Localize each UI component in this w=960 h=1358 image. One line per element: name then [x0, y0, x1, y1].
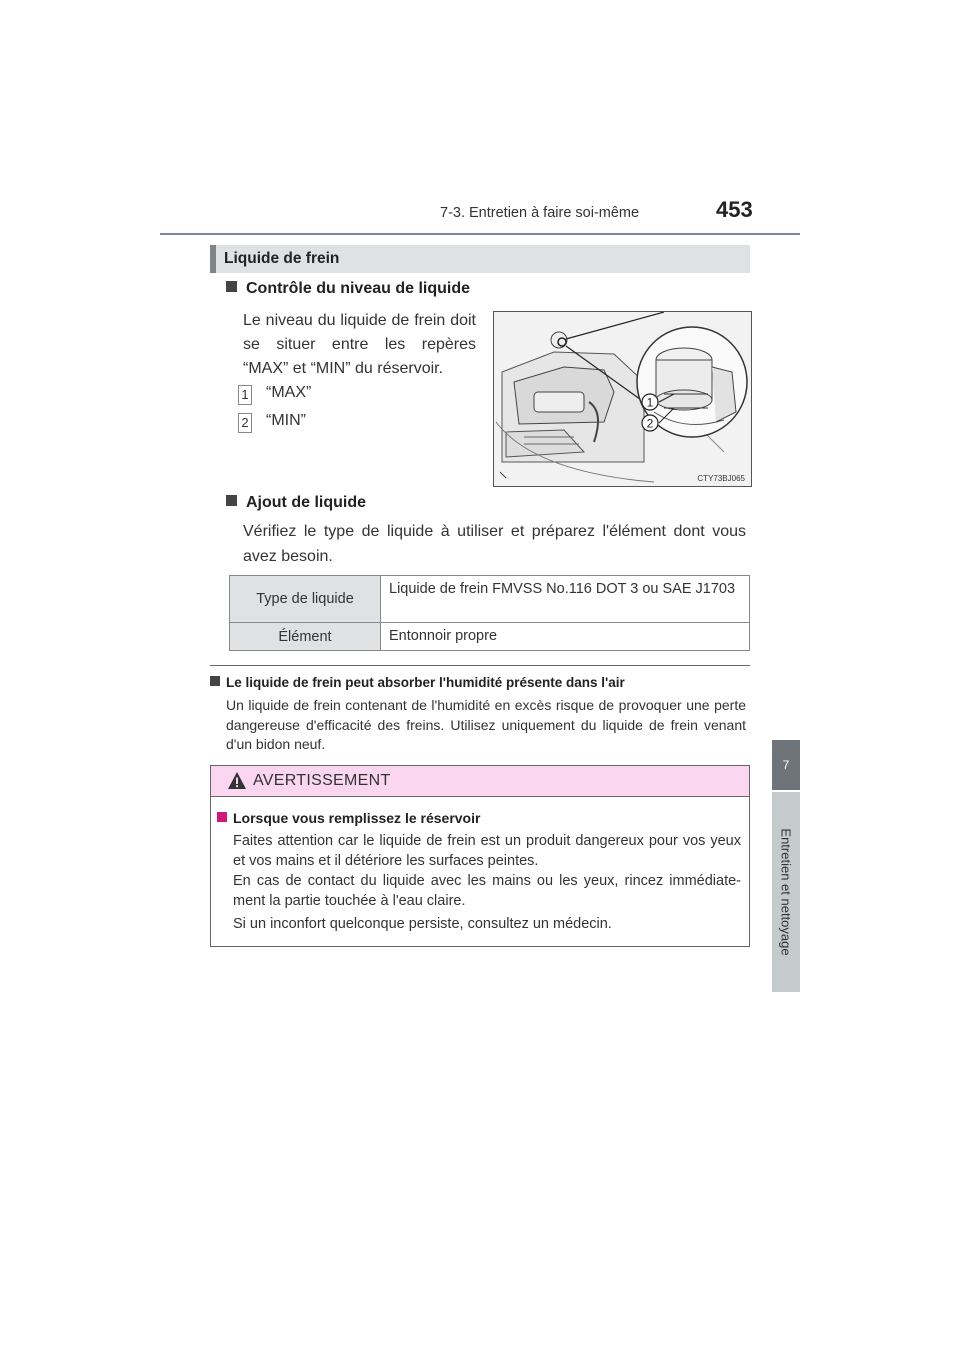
check-text: Le niveau du liquide de frein doit se situer entre les repères “MAX” et “MIN” du réservoir.	[243, 312, 476, 377]
add-text: Vérifiez le type de liquide à utiliser et préparez l'élément dont vous avez besoin.	[243, 523, 746, 565]
chapter-number-tab	[772, 740, 800, 790]
callout-label-min: “MIN”	[266, 412, 306, 429]
header-rule	[160, 233, 800, 235]
callout-list-item	[238, 409, 306, 433]
check-heading-text: Contrôle du niveau de liquide	[246, 280, 471, 297]
section-heading-text: Liquide de frein	[224, 250, 340, 267]
square-bullet-icon	[217, 812, 227, 822]
section-heading	[210, 245, 750, 273]
table-cell-key: Élément	[230, 623, 381, 651]
chapter-number: 7	[782, 758, 790, 772]
warning-text-2: En cas de contact du liquide avec les mains ou les yeux, rincez immédiate-ment la partie touchée à l'eau claire.	[233, 873, 741, 909]
section-heading-bar	[210, 245, 216, 273]
table-cell-value: Entonnoir propre	[381, 623, 750, 651]
square-bullet-icon	[226, 495, 237, 506]
add-heading-text: Ajout de liquide	[246, 494, 366, 511]
running-header-section: 7-3. Entretien à faire soi-même	[440, 205, 640, 221]
note-heading	[210, 675, 625, 690]
note-heading-text: Le liquide de frein peut absorber l'humidité présente dans l'air	[226, 675, 625, 690]
engine-bay-drawing	[494, 312, 751, 486]
table-row	[230, 623, 750, 651]
page-number: 453	[716, 197, 753, 222]
callout-label-max: “MAX”	[266, 384, 312, 401]
warning-text-1: Faites attention car le liquide de frein est un produit dangereux pour vos yeux et vos mains et il détériore les surfaces peintes.	[233, 833, 741, 869]
brake-fluid-reservoir-illustration	[493, 311, 752, 487]
chapter-title-tab	[772, 792, 800, 992]
square-bullet-icon	[210, 676, 220, 686]
chapter-title: Entretien et nettoyage	[778, 828, 794, 956]
figure-code: CTY73BJ065	[697, 474, 745, 483]
callout-marker-1: 1	[646, 395, 654, 410]
callout-list-item	[238, 381, 311, 405]
warning-text-3: Si un inconfort quelconque persiste, consultez un médecin.	[233, 916, 612, 932]
note-divider	[210, 665, 750, 666]
warning-header	[211, 766, 749, 797]
table-row	[230, 576, 750, 623]
warning-heading-text: Lorsque vous remplissez le réservoir	[233, 810, 481, 826]
table-cell-key: Type de liquide	[230, 576, 381, 623]
square-bullet-icon	[226, 281, 237, 292]
warning-box	[210, 765, 750, 947]
warning-triangle-icon	[227, 771, 247, 790]
callout-marker-2: 2	[646, 416, 654, 431]
warning-heading	[217, 810, 480, 826]
table-cell-value: Liquide de frein FMVSS No.116 DOT 3 ou SAE J1703	[381, 576, 750, 623]
add-heading	[226, 494, 366, 512]
note-text: Un liquide de frein contenant de l'humidité en excès risque de provoquer une perte dangereuse d'efficacité des freins. Utilisez uniquement du liquide de frein venant d'un bidon neuf.	[226, 697, 746, 752]
callout-number-1: 1	[238, 385, 252, 405]
warning-title: AVERTISSEMENT	[253, 772, 391, 789]
fluid-table	[229, 575, 750, 651]
callout-number-2: 2	[238, 413, 252, 433]
check-heading	[226, 280, 470, 298]
